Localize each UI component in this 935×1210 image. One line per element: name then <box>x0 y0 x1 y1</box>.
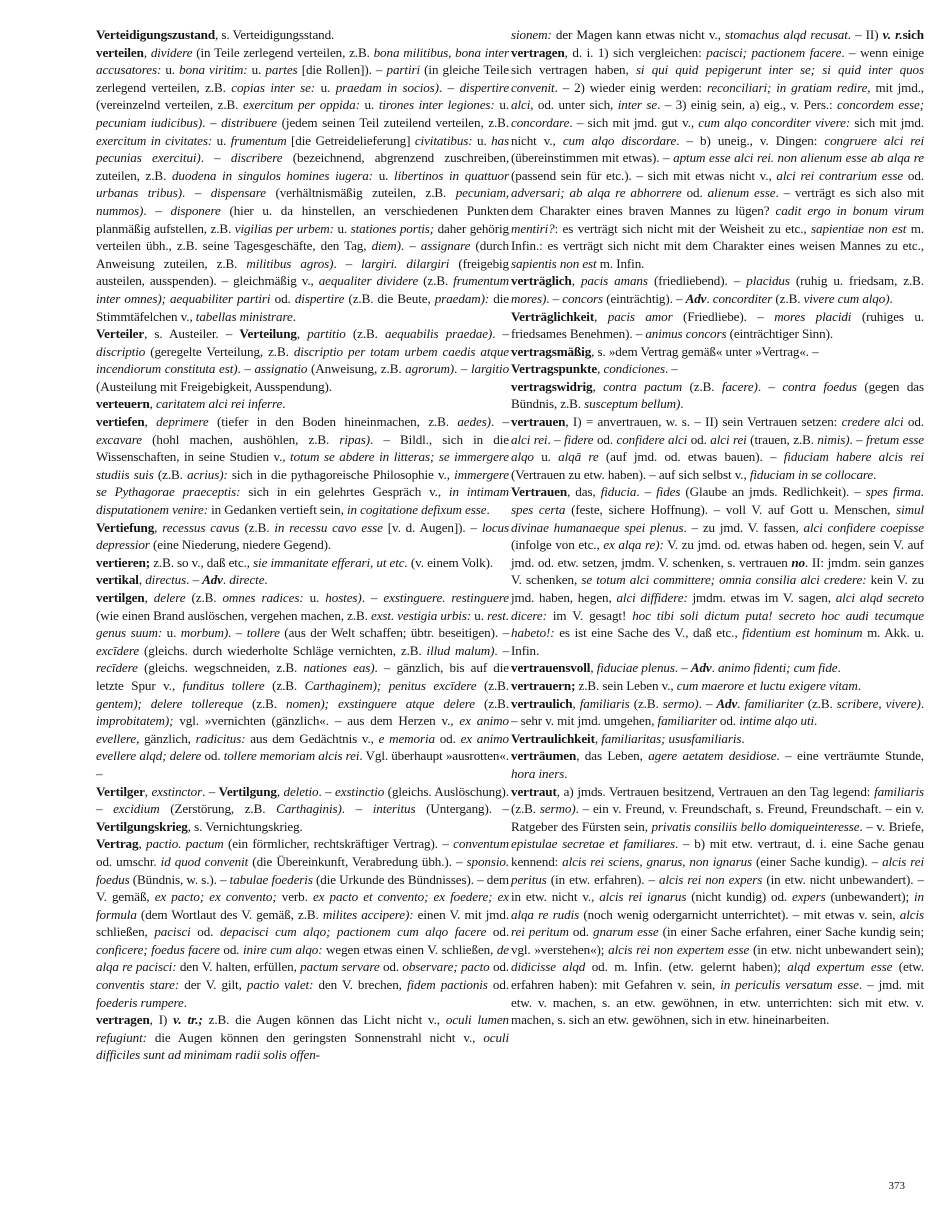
dictionary-entry: Verteidigungszustand, s. Verteidigungsstand. <box>96 27 335 42</box>
dictionary-entry: verteuern, caritatem alci rei inferre. <box>96 396 286 412</box>
dictionary-entry: Vertrag, pactio. pactum (ein förmlicher, rechtskräftiger Vertrag). – conventum od. umschr. id quod convenit (die Übereinkunft, Verabredung übh.). – sponsio. foedus (Bündnis, w. s.). – tabulae foederis (die Urkunde des Bündnisses). – dem V. gemäß, ex pacto; ex convento; verb. ex pacto et convento; ex foedere; ex formula (dem Wortlaut des V. gemäß, z.B. milites accipere): einen V. mit jmd. schließen, pacisci od. depacisci cum alqo; pactionem cum alqo facere od. conficere; foedus facere od. inire cum alqo: wegen etwas einen V. schließen, de alqa re pacisci: den V. halten, erfüllen, pactum servare od. observare; pacto od. conventis stare: der V. gilt, pactio valet: den V. brechen, fidem pactionis od. foederis rumpere. <box>96 836 510 1010</box>
dictionary-entry: Vertraulichkeit, familiaritas; ususfamiliaris. <box>511 730 745 746</box>
dictionary-entry: vertilgen, delere (z.B. omnes radices: u. hostes). – exstinguere. restinguere (wie einen Brand auslöschen, vergehen machen, z.B. exst. vestigia urbis: u. rest. genus suum: u. morbum). – tollere (aus der Welt schaffen; übtr. beseitigen). – excīdere (gleichs. durch wiederholte Schläge vernichten, z.B. illud malum). – recīdere (gleichs. wegschneiden, z.B. nationes eas). – gänzlich, bis auf die letzte Spur v., funditus tollere (z.B. Carthaginem); penitus excīdere (z.B. gentem); delere tollereque (z.B. nomen); exstinguere atque delere (z.B. improbitatem); vgl. »vernichten (gänzlich«. – aus dem Herzen v., ex animo evellere, gänzlich, radicitus: aus dem Gedächtnis v., e memoria od. ex animo evellere alqd; delere od. tollere memoriam alcis rei. Vgl. überhaupt »ausrotten«. – <box>96 590 510 781</box>
dictionary-entry: Vertrauen, das, fiducia. – fides (Glaube an jmds. Redlichkeit). – spes firma. spes certa (feste, sichere Hoffnung). – voll V. auf Gott u. Menschen, simul divinae humanaeque spei plenus. – zu jmd. V. fassen, alci confidere coepisse (infolge von etc., ex alqa re): V. zu jmd. od. etwas haben od. hegen, sein V. auf jmd. od. etw. setzen, jmdm. V. schenken, s. vertrauen no. II: jmdm. sein ganzes V. schenken, se totum alci committere; omnia consilia alci credere: kein V. zu jmd. haben, hegen, alci diffidere: jmdm. etwas im V. sagen, alci alqd secreto dicere: im V. gesagt! hoc tibi soli dictum puta! secreto hoc audi tecumque habeto!: es ist eine Sache des V., daß etc., fidentium est hominum m. Akk. u. Infin. <box>511 484 924 658</box>
dictionary-entry: vertikal, directus. – Adv. directe. <box>96 572 268 588</box>
left-column <box>96 26 509 1064</box>
dictionary-entry: Vertragspunkte, condiciones. – <box>511 361 678 377</box>
dictionary-entry: verträglich, pacis amans (friedliebend). – placidus (ruhig u. friedsam, z.B. mores). – concors (einträchtig). – Adv. concorditer (z.B. vivere cum alqo). <box>511 273 924 306</box>
dictionary-entry: vertrauern; z.B. sein Leben v., cum maerore et luctu exigere vitam. <box>511 677 861 693</box>
dictionary-entry: Vertilger, exstinctor. – Vertilgung, deletio. – exstinctio (gleichs. Auslöschung). – excidium (Zerstörung, z.B. Carthaginis). – interitus (Untergang). – Vertilgungskrieg, s. Vernichtungskrieg. <box>96 783 509 834</box>
dictionary-entry: vertrauen, I) = anvertrauen, w. s. – II) sein Vertrauen setzen: credere alci od. alci rei. – fidere od. confidere alci od. alci rei (trauen, z.B. nimis). – fretum esse alqo u. alqā re (auf jmd. od. etwas bauen). – fiduciam habere alcis rei (Vertrauen zu etw. haben). – auf sich selbst v., fiduciam in se collocare. <box>511 414 925 482</box>
dictionary-entry: vertraulich, familiaris (z.B. sermo). – Adv. familiariter (z.B. scribere, vivere). – sehr v. mit jmd. umgehen, familiariter od. intime alqo uti. <box>511 695 924 729</box>
dictionary-entry: Verteiler, s. Austeiler. – Verteilung, partitio (z.B. aequabilis praedae). – discriptio (geregelte Verteilung, z.B. discriptio per totam urbem caedis atque incendiorum constituta est). – assignatio (Anweisung, z.B. agrorum). – largitio (Austeilung mit Freigebigkeit, Ausspendung). <box>96 326 510 394</box>
dictionary-entry: vertragswidrig, contra pactum (z.B. facere). – contra foedus (gegen das Bündnis, z.B. susceptum bellum). <box>511 378 924 412</box>
right-column <box>511 26 924 1029</box>
dictionary-entry: Vertiefung, recessus cavus (z.B. in recessu cavo esse [v. d. Augen]). – locus depressior (eine Niederung, niedere Gegend). <box>96 519 509 553</box>
dictionary-entry: vertragen, I) v. tr.; z.B. die Augen können das Licht nicht v., oculi lumen refugiunt: die Augen können den geringsten Sonnenstrahl nicht v., oculi difficiles sunt ad minimam radii solis offen- <box>96 1012 509 1063</box>
page-number: 373 <box>888 1180 905 1192</box>
dictionary-entry: verteilen, dividere (in Teile zerlegend verteilen, z.B. bona militibus, bona inter accusatores: u. bona viritim: u. partes [die Rollen]). – partiri (in gleiche Teile zerlegend verteilen, z.B. copias inter se: u. praedam in socios). – dispertire (vereinzelnd verteilen, z.B. exercitum per oppida: u. tirones inter legiones: u. pecuniam iudicibus). – distribuere (jedem seinen Teil zuteilend verteilen, z.B. exercitum in civitates: u. frumentum [die Getreidelieferung] civitatibus: u. has pecunias exercitui). – discribere (bezeichnend, abgrenzend zuschreiben, zuteilen, z.B. duodena in singulos homines iugera: u. libertinos in quattuor urbanas tribus). – dispensare (verhältnismäßig zuteilen, z.B. pecuniam, nummos). – disponere (hier u. da hinstellen, an verschiedenen Punkten planmäßig aufstellen, z.B. vigilias per urbem: u. stationes portis; daher gehörig verteilen übh., z.B. seine Tagesgeschäfte, den Tag, diem). – assignare (durch Anweisung zuteilen, z.B. militibus agros). – largiri. dilargiri (freigebig austeilen, ausspenden). – gleichmäßig v., aequaliter dividere (z.B. frumentum inter omnes); aequabiliter partiri od. dispertire (z.B. die Beute, praedam): die Stimmtäfelchen v., tabellas ministrare. <box>96 44 510 324</box>
dictionary-entry: verträumen, das Leben, agere aetatem desidiose. – eine verträumte Stunde, hora iners. <box>511 748 924 781</box>
dictionary-entry: Verträglichkeit, pacis amor (Friedliebe). – mores placidi (ruhiges u. friedsames Benehmen). – animus concors (einträchtiger Sinn). <box>511 308 925 342</box>
dictionary-entry: vertieren; z.B. so v., daß etc., sie immanitate efferari, ut etc. (v. einem Volk). <box>96 554 494 570</box>
dictionary-entry: vertiefen, deprimere (tiefer in den Boden hineinmachen, z.B. aedes). – excavare (hohl machen, aushöhlen, z.B. ripas). – Bildl., sich in die Wissenschaften, in seine Studien v., totum se abdere in litteras; se immergere studiis suis (z.B. acrius): sich in die pythagoreische Philosophie v., immergere se Pythagorae praeceptis: sich in ein gelehrtes Gespräch v., in intimam disputationem venire: in Gedanken vertieft sein, in cogitatione defixum esse. <box>96 414 509 518</box>
dictionary-entry: vertragsmäßig, s. »dem Vertrag gemäß« unter »Vertrag«. – <box>511 343 819 359</box>
dictionary-entry: vertrauensvoll, fiduciae plenus. – Adv. animo fidenti; cum fide. <box>511 660 841 676</box>
dictionary-entry: vertraut, a) jmds. Vertrauen besitzend, Vertrauen an den Tag legend: familiaris (z.B. sermo). – ein v. Freund, v. Freundschaft, s. Freund, Freundschaft. – ein v. Ratgeber des Fürsten sein, privatis consiliis bello domiqueinteresse. – v. Briefe, epistulae secretae et familiares. – b) mit etw. vertraut, d. i. eine Sache genau kennend: alcis rei sciens, gnarus, non ignarus (einer Sache kundig). – alcis rei peritus (in etw. erfahren). – alcis rei non expers (in etw. nicht unbewandert). – in etw. nicht v., alcis rei ignarus (nicht kundig) od. expers (unbewandert); in alqa re rudis (noch wenig odergarnicht unterrichtet). – mit etwas v. sein, alcis rei peritum od. gnarum esse (in einer Sache erfahren, einer Sache kundig sein; vgl. »verstehen«); alcis rei non expertem esse (in etw. nicht unbewandert sein); didicisse alqd od. m. Infin. (etw. gelernt haben); alqd expertum esse (etw. erfahren haben): mit Gefahren v. sein, in periculis versatum esse. – jmd. mit etw. v. machen, s. an etw. gewöhnen, in etw. unterrichten: sich mit etw. v. machen, s. sich an etw. gewöhnen, sich in etw. hineinarbeiten. <box>511 783 925 1028</box>
dictionary-entry: sionem: der Magen kann etwas nicht v., stomachus alqd recusat. – II) v. r.sich vertragen, d. i. 1) sich vergleichen: pacisci; pactionem facere. – wenn einige sich vertragen haben, si qui quid pepigerunt inter se; si quid inter quos convenit. – 2) wieder einig werden: reconciliari; in gratiam redire, mit jmd., alci, od. unter sich, inter se. – 3) einig sein, a) eig., v. Pers.: concordem esse; concordare. – sich mit jmd. gut v., cum alqo concorditer vivere: sich mit jmd. nicht v., cum alqo discordare. – b) uneig., v. Dingen: congruere alci rei (übereinstimmen mit etwas). – aptum esse alci rei. non alienum esse ab alqa re (passend sein für etc.). – sich mit etwas nicht v., alci rei contrarium esse od. adversari; ab alqa re abhorrere od. alienum esse. – verträgt es sich also mit dem Charakter eines braven Mannes zu lügen? cadit ergo in bonum virum mentiri?: es verträgt sich nicht mit der Weisheit zu etc., sapientiae non est m. Infin.: es verträgt sich nicht mit dem Charakter eines weisen Mannes zu etc., sapientis non est m. Infin. <box>511 27 925 271</box>
